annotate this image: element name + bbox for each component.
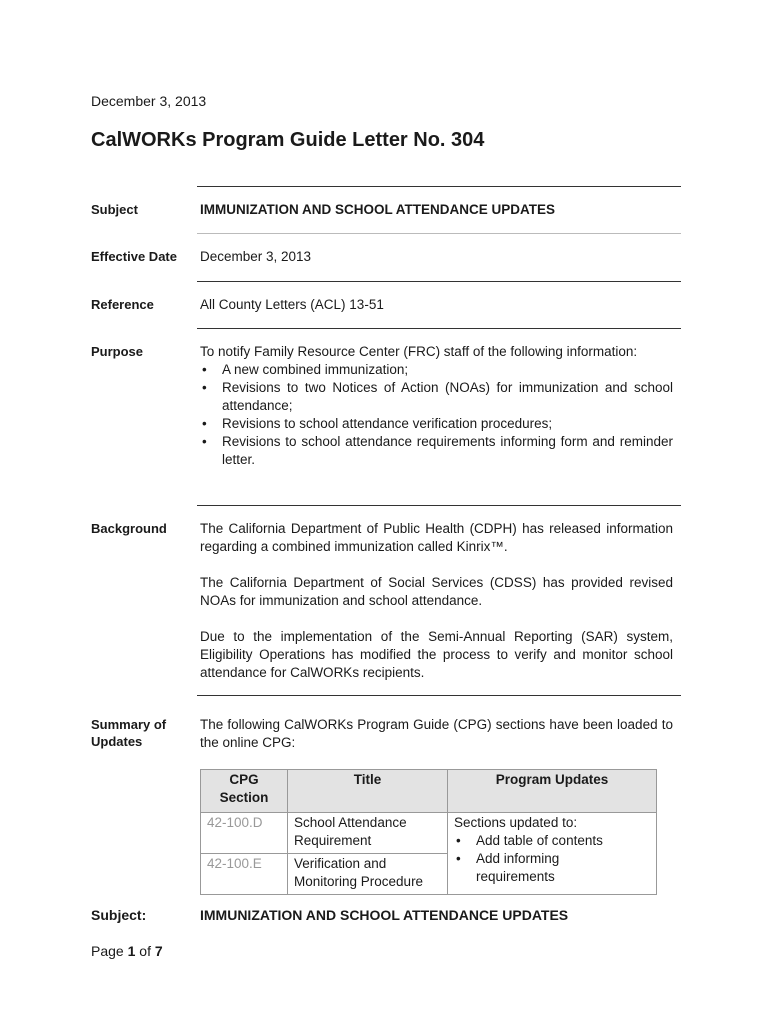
cpg-section-link[interactable]: 42-100.D <box>201 813 288 854</box>
effective-date-label: Effective Date <box>91 249 177 264</box>
column-header-updates: Program Updates <box>448 770 657 813</box>
divider <box>197 233 681 234</box>
purpose-label: Purpose <box>91 344 144 359</box>
background-label: Background <box>91 521 167 536</box>
letter-date: December 3, 2013 <box>91 93 207 109</box>
table-header-row <box>201 770 657 813</box>
purpose-content <box>200 343 673 469</box>
summary-label-line: Updates <box>91 734 143 749</box>
header-line: Section <box>219 790 269 805</box>
reference-value: All County Letters (ACL) 13-51 <box>200 297 384 312</box>
summary-intro: The following CalWORKs Program Guide (CPG) sections have been loaded to the online CPG: <box>200 717 673 750</box>
background-content <box>200 520 673 682</box>
list-item: • Add table of contents <box>454 832 650 850</box>
purpose-list <box>200 361 673 469</box>
page-title: CalWORKs Program Guide Letter No. 304 <box>91 129 485 151</box>
cpg-table <box>200 769 657 895</box>
divider <box>197 186 681 187</box>
cell-line: Requirement <box>294 833 372 848</box>
background-paragraph: Due to the implementation of the Semi-Annual Reporting (SAR) system, Eligibility Operations has modified the process to verify and monitor school attendance for CalWORKs recipients. <box>200 629 673 680</box>
list-item: • Revisions to school attendance requirements informing form and reminder letter. <box>200 433 673 469</box>
divider <box>197 505 681 506</box>
page-number <box>91 943 163 959</box>
table-row <box>201 813 657 854</box>
cpg-title-cell <box>288 854 448 895</box>
cell-line: Monitoring Procedure <box>294 874 424 889</box>
cpg-title-cell <box>288 813 448 854</box>
summary-label <box>91 716 166 750</box>
header-line: CPG <box>229 772 259 787</box>
list-item: • Revisions to school attendance verification procedures; <box>200 415 673 433</box>
page-of: of <box>139 943 151 959</box>
page-prefix: Page <box>91 943 124 959</box>
divider <box>197 695 681 696</box>
updates-intro: Sections updated to: <box>454 815 578 830</box>
background-paragraph: The California Department of Social Services (CDSS) has provided revised NOAs for immunization and school attendance. <box>200 575 673 608</box>
page-total: 7 <box>154 943 163 959</box>
subject-label: Subject <box>91 202 138 217</box>
cell-line: School Attendance <box>294 815 407 830</box>
summary-label-line: Summary of <box>91 717 167 732</box>
program-updates-cell <box>448 813 657 895</box>
effective-date-value: December 3, 2013 <box>200 249 312 264</box>
subject-value: IMMUNIZATION AND SCHOOL ATTENDANCE UPDATES <box>200 202 555 217</box>
page-current: 1 <box>127 943 136 959</box>
footer-subject-label: Subject: <box>91 907 147 923</box>
list-item: • Revisions to two Notices of Action (NOAs) for immunization and school attendance; <box>200 379 673 415</box>
footer-subject-value: IMMUNIZATION AND SCHOOL ATTENDANCE UPDATES <box>200 907 569 923</box>
column-header-title: Title <box>288 770 448 813</box>
column-header-section <box>201 770 288 813</box>
list-item: • A new combined immunization; <box>200 361 673 379</box>
cell-line: Verification and <box>294 856 387 871</box>
reference-label: Reference <box>91 297 154 312</box>
divider <box>197 281 681 282</box>
background-paragraph: The California Department of Public Health (CDPH) has released information regarding a combined immunization called Kinrix™. <box>200 521 673 554</box>
updates-list <box>454 832 650 886</box>
list-item: • Add informing requirements <box>454 850 650 886</box>
divider <box>197 328 681 329</box>
cpg-section-link[interactable]: 42-100.E <box>201 854 288 895</box>
purpose-intro: To notify Family Resource Center (FRC) staff of the following information: <box>200 344 638 359</box>
